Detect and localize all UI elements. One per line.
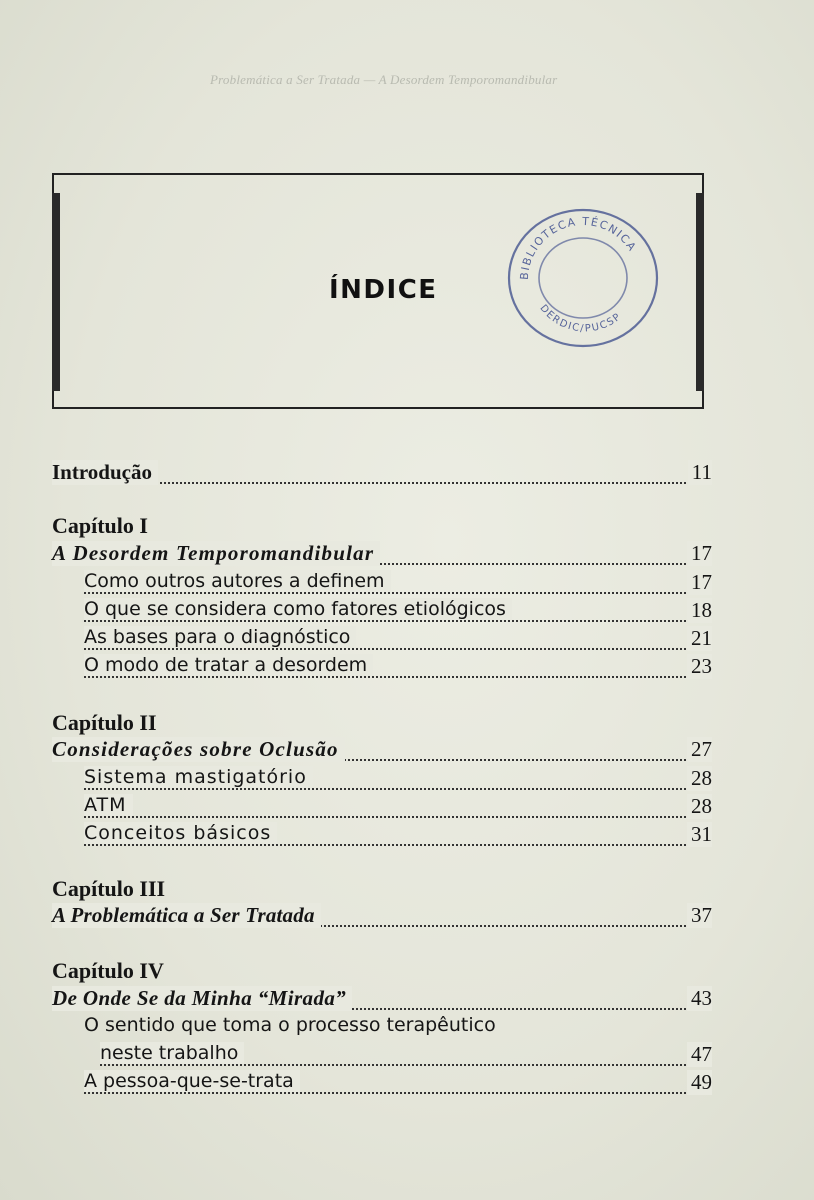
toc-label: O modo de tratar a desordem (84, 654, 373, 676)
banner-right-bar (696, 193, 704, 391)
toc-label: Introdução (52, 460, 158, 485)
toc-label-line: O sentido que toma o processo terapêutico (84, 1014, 496, 1036)
toc-entry-chapter-title (52, 737, 712, 767)
toc-label: Sistema mastigatório (84, 766, 313, 788)
toc-label: Considerações sobre Oclusão (52, 737, 345, 762)
toc-label: A Desordem Temporomandibular (52, 541, 380, 566)
chapter-heading: Capítulo III (52, 876, 166, 901)
toc-page: 21 (687, 626, 712, 651)
toc-page: 11 (688, 460, 712, 485)
toc-page: 43 (687, 986, 712, 1011)
toc-label: De Onde Se da Minha “Mirada” (52, 986, 352, 1011)
banner-corner (52, 175, 54, 195)
toc-entry (100, 1042, 712, 1072)
chapter-heading: Capítulo IV (52, 958, 164, 983)
toc-page: 49 (687, 1070, 712, 1095)
toc-entry (84, 822, 712, 852)
toc-entry-intro (52, 460, 712, 490)
toc-page: 23 (687, 654, 712, 679)
toc-entry (84, 766, 712, 796)
banner-left-bar (52, 193, 60, 391)
toc-label: Conceitos básicos (84, 822, 277, 844)
toc-page: 27 (687, 737, 712, 762)
toc-page: 47 (687, 1042, 712, 1067)
toc-page: 31 (687, 822, 712, 847)
toc-entry-chapter-title (52, 986, 712, 1016)
toc-label: Como outros autores a definem (84, 570, 391, 592)
toc-label: A Problemática a Ser Tratada (52, 903, 321, 928)
toc-label: neste trabalho (100, 1042, 244, 1064)
toc-entry-chapter-title (52, 541, 712, 571)
toc-entry (84, 794, 712, 824)
toc-entry (84, 654, 712, 684)
toc-page: 37 (687, 903, 712, 928)
toc-label: ATM (84, 794, 133, 816)
stamp-text-bottom: DERDIC/PUCSP (537, 302, 624, 335)
banner-corner (702, 175, 704, 195)
toc-label: As bases para o diagnóstico (84, 626, 356, 648)
index-title: ÍNDICE (329, 275, 438, 305)
toc-page: 28 (687, 766, 712, 791)
toc-label: O que se considera como fatores etiológicos (84, 598, 512, 620)
stamp-text-top: BIBLIOTECA TÉCNICA (517, 214, 640, 281)
toc-page: 28 (687, 794, 712, 819)
library-stamp (500, 200, 666, 350)
toc-label: A pessoa-que-se-trata (84, 1070, 300, 1092)
toc-page: 17 (687, 570, 712, 595)
toc-page: 17 (687, 541, 712, 566)
toc-entry (84, 626, 712, 656)
chapter-heading: Capítulo I (52, 513, 148, 538)
toc-entry-chapter-title (52, 903, 712, 933)
running-head: Problemática a Ser Tratada — A Desordem Temporomandibular (210, 72, 558, 87)
dot-leader (84, 812, 690, 818)
toc-entry (84, 598, 712, 628)
chapter-heading: Capítulo II (52, 710, 157, 735)
toc-page: 18 (687, 598, 712, 623)
toc-entry (84, 570, 712, 600)
toc-entry (84, 1070, 712, 1100)
